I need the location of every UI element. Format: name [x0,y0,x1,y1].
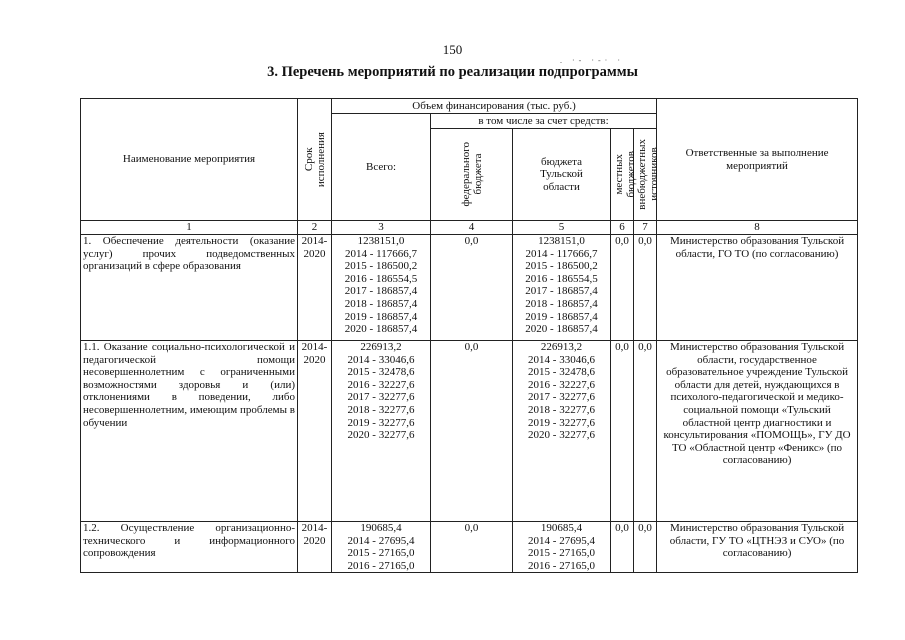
scan-marks: . ·- ·-· · [560,56,624,65]
amount-line: 2015 - 32478,6 [347,366,415,379]
measures-table [80,98,858,573]
total-amounts [332,341,431,522]
amount-line: 2019 - 32277,6 [528,416,595,429]
column-number: 4 [431,221,513,235]
amount-line: 2015 - 27165,0 [528,547,595,560]
amount-line: 2015 - 186500,2 [344,260,418,273]
column-number: 1 [81,221,298,235]
measure-name: 1. Обеспечение деятельности (оказание услуг) прочих подведомственных организаций в сфере образования [81,235,298,341]
column-number: 2 [298,221,332,235]
federal-amount: 0,0 [431,235,513,341]
regional-amounts [513,341,611,522]
amount-line: 2019 - 186857,4 [525,310,598,323]
amount-line: 2016 - 27165,0 [528,559,595,572]
amount-line: 2016 - 186554,5 [525,272,598,285]
page-title: 3. Перечень мероприятий по реализации подпрограммы [267,64,638,80]
column-number: 8 [657,221,858,235]
amount-line: 226913,2 [360,341,402,353]
amount-line: 2016 - 32227,6 [528,378,595,391]
amount-line: 2020 - 32277,6 [528,429,595,442]
amount-line: 2014 - 117666,7 [344,247,417,260]
amount-line: 2014 - 27695,4 [528,534,595,547]
extra-amount: 0,0 [634,341,657,522]
header-term [298,99,332,221]
header-local [611,129,637,221]
amount-line: 2017 - 186857,4 [525,285,598,298]
amount-line: 2015 - 186500,2 [525,260,598,273]
extra-amount: 0,0 [634,522,657,573]
local-amount: 0,0 [611,341,634,522]
column-number-row [81,221,858,235]
amount-line: 2017 - 186857,4 [344,285,418,298]
responsible: Министерство образования Тульской области, ГО ТО (по согласованию) [657,235,858,341]
amount-line: 2014 - 33046,6 [528,353,595,366]
amount-line: 226913,2 [540,341,583,353]
responsible: Министерство образования Тульской области, ГУ ТО «ЦТНЭЗ и СУО» (по согласованию) [657,522,858,573]
header-responsible-text: Ответственные за выполнение мероприятий [685,146,829,172]
header-regional [513,129,611,221]
header-federal-text: федерального бюджета [459,142,484,207]
measure-term: 2014-2020 [298,522,332,573]
page-number: 150 [442,42,463,57]
header-total: Всего: [332,114,431,221]
amount-line: 2017 - 32277,6 [528,391,595,404]
amount-line: 1238151,0 [357,235,405,247]
total-amounts [332,235,431,341]
column-number: 6 [611,221,634,235]
amount-line: 2018 - 32277,6 [347,403,415,416]
regional-amounts [513,235,611,341]
federal-amount: 0,0 [431,522,513,573]
table-row [81,341,858,522]
header-extra [634,129,660,221]
amount-line: 2020 - 186857,4 [525,323,598,336]
header-term-text: Срок исполнения [302,131,327,188]
amount-line: 190685,4 [540,522,583,534]
amount-line: 2019 - 186857,4 [344,310,418,323]
amount-line: 2019 - 32277,6 [347,416,415,429]
measure-term: 2014-2020 [298,235,332,341]
amount-line: 1238151,0 [538,235,585,247]
table-row [81,522,858,573]
header-federal [431,129,513,221]
header-extra-text: внебюджетных источников [636,139,660,210]
header-responsible [657,99,858,221]
amount-line: 2014 - 117666,7 [525,247,598,260]
local-amount: 0,0 [611,235,634,341]
amount-line: 190685,4 [360,522,402,534]
regional-amounts [513,522,611,573]
header-regional-text: бюджета Тульской области [540,155,583,193]
measure-name: 1.2. Осуществление организационно-технического и информационного сопровождения [81,522,298,573]
header-including: в том числе за счет средств: [431,114,657,129]
measure-name: 1.1. Оказание социально-психологической и педагогической помощи несовершеннолетним с ограниченными возможностями здоровья и (или) отклонениями в поведении, либо несовершеннолетним, имеющим проблемы в обучении [81,341,298,522]
amount-line: 2016 - 32227,6 [347,378,415,391]
table-row [81,235,858,341]
local-amount: 0,0 [611,522,634,573]
amount-line: 2016 - 27165,0 [347,559,415,572]
header-financing: Объем финансирования (тыс. руб.) [332,99,657,114]
amount-line: 2020 - 32277,6 [347,429,415,442]
extra-amount: 0,0 [634,235,657,341]
amount-line: 2015 - 32478,6 [528,366,595,379]
amount-line: 2018 - 186857,4 [525,297,598,310]
header-local-text: местных бюджетов [613,151,637,198]
amount-line: 2016 - 186554,5 [344,272,418,285]
amount-line: 2018 - 186857,4 [344,297,418,310]
total-amounts [332,522,431,573]
header-name: Наименование мероприятия [81,99,298,221]
measure-term: 2014-2020 [298,341,332,522]
amount-line: 2015 - 27165,0 [347,547,415,560]
amount-line: 2018 - 32277,6 [528,403,595,416]
column-number: 5 [513,221,611,235]
federal-amount: 0,0 [431,341,513,522]
responsible: Министерство образования Тульской области, государственное образовательное учреждение Тульской области для детей, нуждающихся в психолого-педагогической и медико-социальной помощи «Тульский областной центр диагностики и консультирования «ПОМОЩЬ», ГУ ДО ТО «Областной центр «Феникс» (по согласованию) [657,341,858,522]
amount-line: 2014 - 33046,6 [347,353,415,366]
column-number: 3 [332,221,431,235]
amount-line: 2017 - 32277,6 [347,391,415,404]
column-number: 7 [634,221,657,235]
amount-line: 2020 - 186857,4 [344,323,418,336]
amount-line: 2014 - 27695,4 [347,534,415,547]
